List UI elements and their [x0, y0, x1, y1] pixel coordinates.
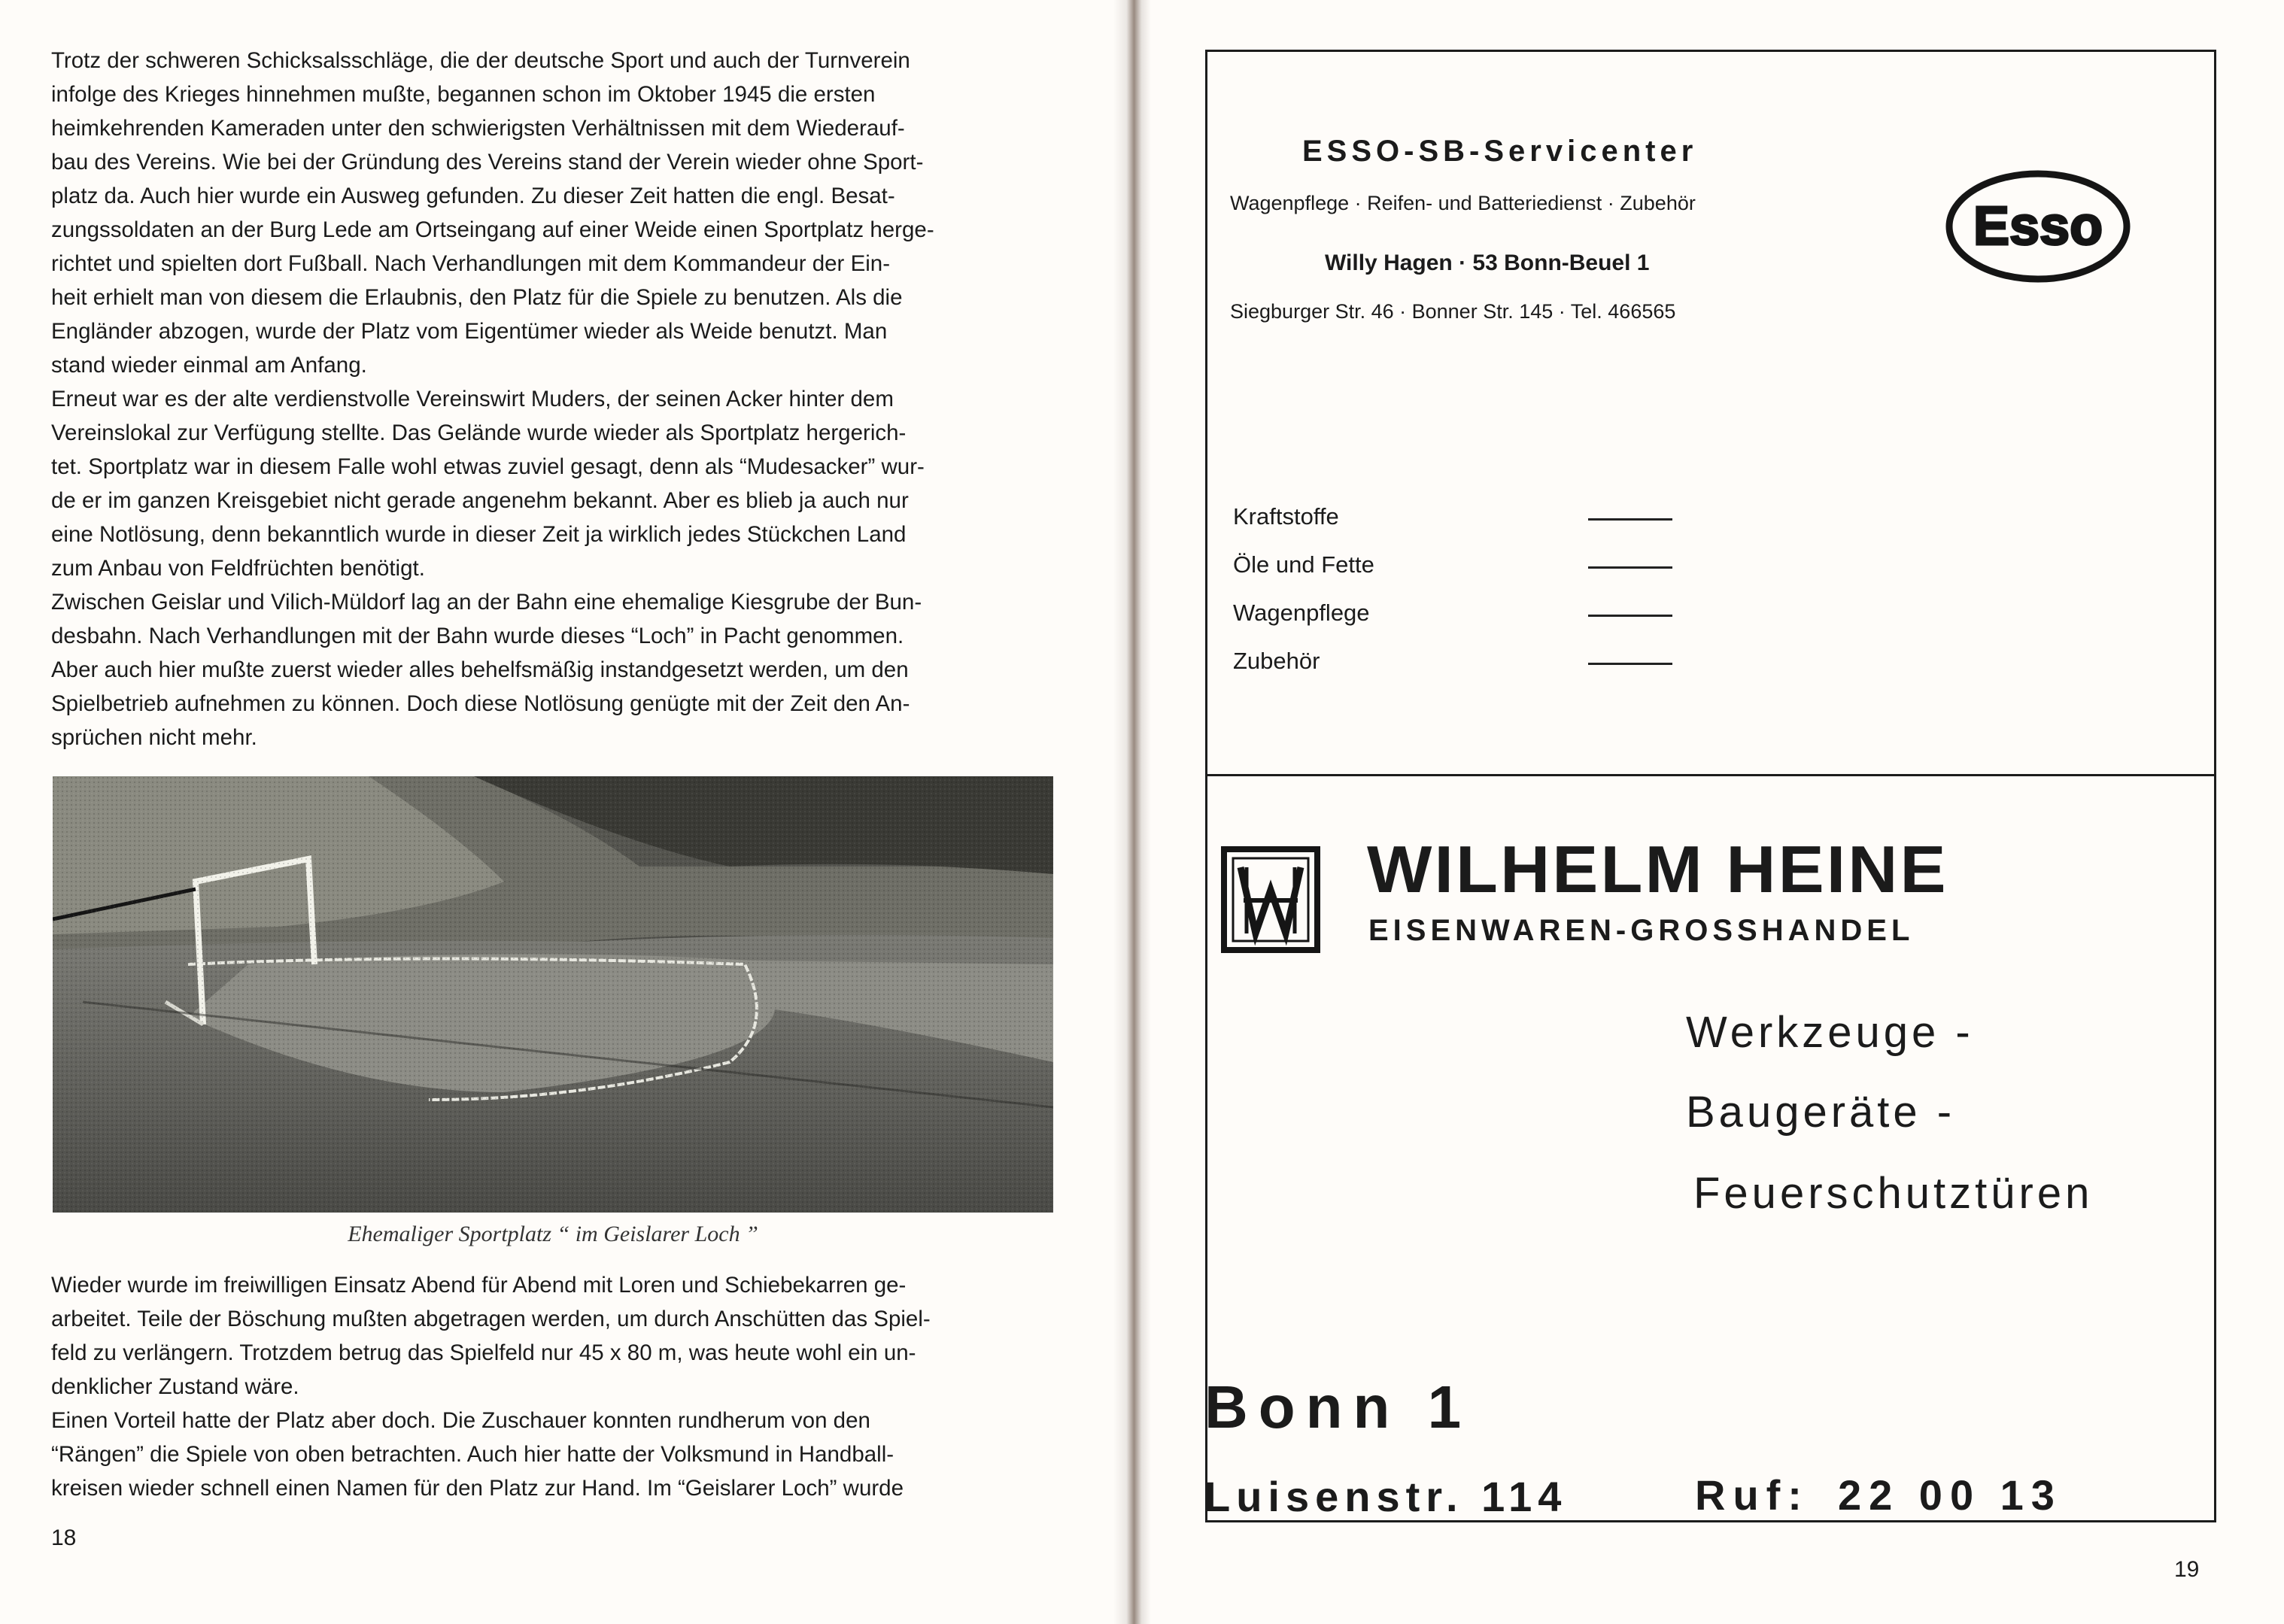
photo-caption: Ehemaliger Sportplatz “ im Geislarer Loch ” — [348, 1222, 758, 1246]
paragraph-line: Vereinslokal zur Verfügung stellte. Das Gelände wurde wieder als Sportplatz hergerich- — [51, 420, 907, 445]
paragraph-line: zungssoldaten an der Burg Lede am Ortseingang auf einer Weide einen Sportplatz herge- — [51, 217, 934, 242]
dash-rule — [1588, 518, 1672, 521]
paragraph-line: Aber auch hier mußte zuerst wieder alles behelfsmäßig instandgesetzt werden, um den — [51, 657, 909, 682]
paragraph-line: zum Anbau von Feldfrüchten benötigt. — [51, 556, 425, 581]
heine-ad-phone — [1695, 1471, 2062, 1519]
esso-product-item: Kraftstoffe — [1233, 503, 1339, 530]
esso-product-item: Wagenpflege — [1233, 600, 1370, 626]
paragraph-line: feld zu verlängern. Trotzdem betrug das Spielfeld nur 45 x 80 m, was heute wohl ein un- — [51, 1340, 916, 1365]
dash-rule — [1588, 663, 1672, 665]
esso-ad-title: ESSO-SB-Servicenter — [1302, 135, 1698, 168]
heine-product-item: Werkzeuge - — [1686, 1008, 1974, 1057]
heine-logo — [1221, 846, 1320, 953]
paragraph-line: richtet und spielten dort Fußball. Nach Verhandlungen mit dem Kommandeur der Ein- — [51, 251, 891, 276]
esso-ad-address: Siegburger Str. 46 · Bonner Str. 145 · Tel. 466565 — [1230, 300, 1676, 323]
esso-product-item: Öle und Fette — [1233, 551, 1374, 578]
sports-field-photo — [53, 776, 1053, 1213]
paragraph — [51, 1268, 1059, 1404]
paragraph — [51, 1404, 1059, 1505]
paragraph-line: de er im ganzen Kreisgebiet nicht gerade angenehm bekannt. Aber es blieb ja auch nur — [51, 488, 909, 513]
paragraph-line: sprüchen nicht mehr. — [51, 725, 257, 750]
paragraph-line: “Rängen” die Spiele von oben betrachten. Auch hier hatte der Volksmund in Handball- — [51, 1442, 894, 1467]
paragraph-line: kreisen wieder schnell einen Namen für den Platz zur Hand. Im “Geislarer Loch” wurde — [51, 1476, 904, 1501]
paragraph-line: denklicher Zustand wäre. — [51, 1374, 299, 1399]
paragraph-line: eine Notlösung, denn bekanntlich wurde in dieser Zeit ja wirklich jedes Stückchen Land — [51, 522, 907, 547]
paragraph-line: bau des Vereins. Wie bei der Gründung des Vereins stand der Verein wieder ohne Sport- — [51, 150, 924, 175]
paragraph — [51, 585, 1059, 754]
paragraph-line: Trotz der schweren Schicksalsschläge, die der deutsche Sport und auch der Turnverein — [51, 48, 910, 73]
heine-product-item: Baugeräte - — [1686, 1088, 1956, 1137]
paragraph-line: Spielbetrieb aufnehmen zu können. Doch diese Notlösung genügte mit der Zeit den An- — [51, 691, 910, 716]
paragraph — [51, 382, 1059, 585]
right-page — [1136, 0, 2284, 1624]
ad-divider — [1205, 774, 2216, 776]
esso-logo-text: Esso — [1973, 196, 2103, 257]
advertisement-frame — [1205, 50, 2216, 1522]
paragraph-line: Einen Vorteil hatte der Platz aber doch. Die Zuschauer konnten rundherum von den — [51, 1408, 870, 1433]
phone-number: 22 00 13 — [1837, 1471, 2062, 1519]
paragraph — [51, 44, 1059, 382]
heine-ad-trade: EISENWAREN-GROSSHANDEL — [1368, 914, 1915, 947]
page-number: 18 — [51, 1525, 77, 1550]
esso-product-item: Zubehör — [1233, 648, 1320, 674]
esso-ad-services: Wagenpflege · Reifen- und Batteriedienst · Zubehör — [1230, 192, 1696, 214]
paragraph-line: platz da. Auch hier wurde ein Ausweg gefunden. Zu dieser Zeit hatten die engl. Besat- — [51, 184, 895, 208]
paragraph-line: Engländer abzogen, wurde der Platz vom Eigentümer wieder als Weide benutzt. Man — [51, 319, 888, 344]
phone-label: Ruf: — [1695, 1471, 1809, 1519]
paragraph-line: stand wieder einmal am Anfang. — [51, 353, 367, 378]
paragraph-line: infolge des Krieges hinnehmen mußte, begannen schon im Oktober 1945 die ersten — [51, 82, 876, 107]
esso-ad-contact: Willy Hagen · 53 Bonn-Beuel 1 — [1325, 250, 1650, 275]
paragraph-line: heit erhielt man von diesem die Erlaubnis, den Platz für die Spiele zu benutzen. Als die — [51, 285, 903, 310]
paragraph-line: Wieder wurde im freiwilligen Einsatz Abend für Abend mit Loren und Schiebekarren ge- — [51, 1273, 907, 1298]
paragraph-line: desbahn. Nach Verhandlungen mit der Bahn wurde dieses “Loch” in Pacht genommen. — [51, 624, 904, 648]
heine-ad-city: Bonn 1 — [1204, 1374, 1472, 1440]
paragraph-line: heimkehrenden Kameraden unter den schwierigsten Verhältnissen mit dem Wiederauf- — [51, 116, 905, 141]
heine-ad-title: WILHELM HEINE — [1367, 832, 1948, 906]
heine-ad-street: Luisenstr. 114 — [1204, 1473, 1568, 1520]
paragraph-line: tet. Sportplatz war in diesem Falle wohl etwas zuviel gesagt, denn als “Mudesacker” wur- — [51, 454, 925, 479]
heine-product-item: Feuerschutztüren — [1693, 1169, 2094, 1218]
dash-rule — [1588, 615, 1672, 617]
paragraph-line: arbeitet. Teile der Böschung mußten abgetragen werden, um durch Anschütten das Spiel- — [51, 1307, 931, 1331]
dash-rule — [1588, 566, 1672, 569]
page-number: 19 — [2174, 1557, 2200, 1582]
left-page — [0, 0, 1128, 1624]
paragraph-line: Erneut war es der alte verdienstvolle Vereinswirt Muders, der seinen Acker hinter dem — [51, 387, 894, 411]
esso-logo — [1945, 169, 2131, 284]
paragraph-line: Zwischen Geislar und Vilich-Müldorf lag an der Bahn eine ehemalige Kiesgrube der Bun- — [51, 590, 922, 615]
